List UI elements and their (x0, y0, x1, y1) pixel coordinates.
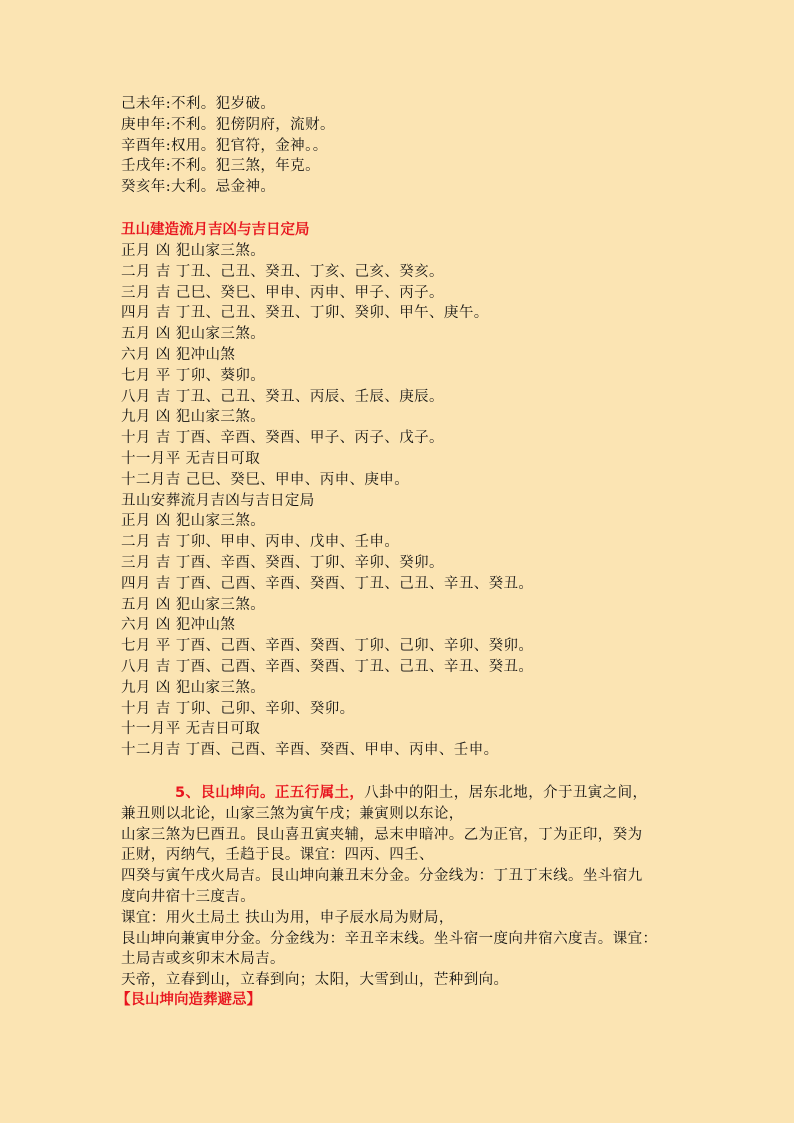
paragraph-line: 课宜：用火土局土 扶山为用，申子辰水局为财局， (121, 909, 454, 926)
month-line: 八月 吉 丁丑、己丑、癸丑、丙辰、壬辰、庚辰。 (121, 388, 444, 405)
month-line: 六月 凶 犯冲山煞 (121, 346, 236, 363)
month-line: 四月 吉 丁丑、己丑、癸丑、丁卯、癸卯、甲午、庚午。 (121, 305, 489, 322)
section-heading-construction: 丑山建造流月吉凶与吉日定局 (121, 222, 310, 238)
year-line: 己未年:不利。犯岁破。 (121, 96, 276, 112)
year-line: 庚申年:不利。犯傍阴府，流财。 (121, 116, 335, 133)
year-list (121, 94, 682, 198)
month-line: 正月 凶 犯山家三煞。 (121, 243, 266, 259)
paragraph-line: 山家三煞为巳酉丑。艮山喜丑寅夹辅，忌末申暗冲。乙为正官，丁为正印，癸为 (121, 826, 643, 843)
month-line: 二月 吉 丁丑、己丑、癸丑、丁亥、己亥、癸亥。 (121, 263, 444, 280)
year-line: 壬戌年:不利。犯三煞，年克。 (121, 158, 320, 175)
month-line: 五月 凶 犯山家三煞。 (121, 326, 266, 343)
month-line: 十一月平 无吉日可取 (121, 450, 261, 467)
paragraph-line: 艮山坤向兼寅申分金。分金线为：辛丑辛末线。坐斗宿一度向井宿六度吉。课宜： (121, 930, 658, 947)
month-line: 三月 吉 己巳、癸巳、甲申、丙申、甲子、丙子。 (121, 284, 444, 301)
chou-mountain-sections (121, 220, 682, 761)
month-line: 八月 吉 丁酉、己酉、辛酉、癸酉、丁丑、己丑、辛丑、癸丑。 (121, 658, 534, 675)
paragraph-line: 土局吉或亥卯末木局吉。 (121, 951, 285, 968)
paragraph-line: 正财，丙纳气，壬趋于艮。课宜：四丙、四壬、 (121, 847, 434, 864)
year-line: 辛酉年:权用。犯官符，金神。。 (121, 137, 328, 154)
month-line: 四月 吉 丁酉、己酉、辛酉、癸酉、丁丑、己丑、辛丑、癸丑。 (121, 575, 534, 592)
month-line: 十月 吉 丁酉、辛酉、癸酉、甲子、丙子、戊子。 (121, 430, 444, 447)
paragraph-line: 度向井宿十三度吉。 (121, 888, 256, 905)
paragraph-line: 兼丑则以北论，山家三煞为寅午戌；兼寅则以东论， (121, 805, 464, 822)
month-line: 九月 凶 犯山家三煞。 (121, 679, 266, 696)
month-line: 六月 凶 犯冲山煞 (121, 617, 236, 634)
month-line: 二月 吉 丁卯、甲申、丙申、戊申、壬申。 (121, 534, 400, 551)
month-line: 七月 平 丁酉、己酉、辛酉、癸酉、丁卯、己卯、辛卯、癸卯。 (121, 638, 534, 655)
month-line: 十月 吉 丁卯、己卯、辛卯、癸卯。 (121, 700, 355, 717)
gen-mountain-paragraph (121, 783, 677, 991)
month-line: 七月 平 丁卯、葵卯。 (121, 367, 266, 384)
paragraph-line: 四癸与寅午戌火局吉。艮山坤向兼丑末分金。分金线为：丁丑丁末线。坐斗宿九 (121, 868, 643, 885)
month-line: 五月 凶 犯山家三煞。 (121, 596, 266, 613)
month-line: 正月 凶 犯山家三煞。 (121, 513, 266, 530)
month-line: 三月 吉 丁酉、辛酉、癸酉、丁卯、辛卯、癸卯。 (121, 554, 444, 571)
month-line: 十一月平 无吉日可取 (121, 721, 261, 738)
section-heading-burial: 丑山安葬流月吉凶与吉日定局 (121, 492, 315, 509)
month-line: 九月 凶 犯山家三煞。 (121, 409, 266, 426)
month-line: 十二月吉 丁酉、己酉、辛酉、癸酉、甲申、丙申、壬申。 (121, 742, 499, 759)
avoidance-heading: 【艮山坤向造葬避忌】 (116, 992, 261, 1008)
paragraph-line: 天帝，立春到山，立春到向；太阳，大雪到山，芒种到向。 (121, 972, 509, 989)
month-line: 十二月吉 己巳、癸巳、甲申、丙申、庚申。 (121, 471, 410, 488)
paragraph-title: 5、艮山坤向。正五行属土， (175, 785, 365, 801)
paragraph-title-rest: 八卦中的阳土，居东北地，介于丑寅之间， (364, 785, 648, 801)
year-line: 癸亥年:大利。忌金神。 (121, 179, 276, 196)
paragraph-title-line (121, 783, 677, 804)
